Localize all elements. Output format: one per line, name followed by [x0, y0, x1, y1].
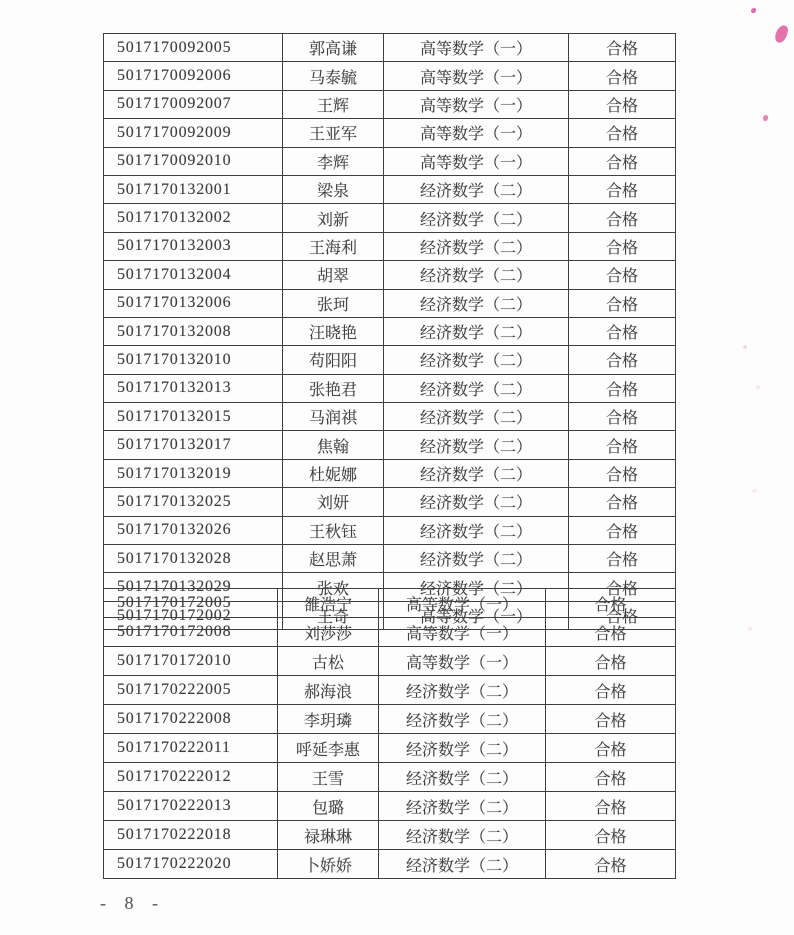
scan-artifact — [743, 345, 747, 349]
name-cell: 雒浩宁 — [278, 589, 379, 618]
student-id-cell: 5017170092007 — [104, 90, 283, 118]
name-cell: 胡翠 — [283, 261, 384, 289]
result-cell: 合格 — [546, 618, 676, 647]
table-row — [104, 232, 676, 260]
table-row — [104, 763, 676, 792]
result-cell: 合格 — [569, 317, 676, 345]
result-cell: 合格 — [569, 62, 676, 90]
result-cell: 合格 — [569, 34, 676, 62]
student-id-cell: 5017170132019 — [104, 459, 283, 487]
student-id-cell: 5017170222011 — [104, 734, 278, 763]
table-row — [104, 346, 676, 374]
student-id-cell: 5017170132028 — [104, 545, 283, 573]
name-cell: 郝海浪 — [278, 676, 379, 705]
student-id-cell: 5017170132008 — [104, 317, 283, 345]
result-cell: 合格 — [546, 705, 676, 734]
result-cell: 合格 — [569, 346, 676, 374]
name-cell: 苟阳阳 — [283, 346, 384, 374]
course-cell: 高等数学（一） — [379, 589, 546, 618]
course-cell: 经济数学（二） — [384, 317, 569, 345]
student-id-cell: 5017170132017 — [104, 431, 283, 459]
course-cell: 高等数学（一） — [384, 119, 569, 147]
table-row — [104, 317, 676, 345]
student-id-cell: 5017170132001 — [104, 175, 283, 203]
course-cell: 经济数学（二） — [384, 545, 569, 573]
name-cell: 卜娇娇 — [278, 850, 379, 879]
course-cell: 经济数学（二） — [384, 289, 569, 317]
result-cell: 合格 — [569, 431, 676, 459]
table-row — [104, 34, 676, 62]
student-id-cell: 5017170132029 — [104, 573, 283, 601]
name-cell: 杜妮娜 — [283, 459, 384, 487]
result-cell: 合格 — [569, 175, 676, 203]
student-id-cell: 5017170172002 — [104, 601, 283, 629]
scan-artifact — [751, 8, 756, 13]
result-cell: 合格 — [569, 147, 676, 175]
table-row — [104, 62, 676, 90]
results-table-upper — [103, 33, 676, 630]
result-cell: 合格 — [569, 90, 676, 118]
name-cell: 李辉 — [283, 147, 384, 175]
table-row — [104, 147, 676, 175]
result-cell: 合格 — [569, 488, 676, 516]
table-row — [104, 821, 676, 850]
table-row — [104, 289, 676, 317]
course-cell: 经济数学（二） — [384, 459, 569, 487]
scan-artifact — [773, 24, 789, 45]
name-cell: 禄琳琳 — [278, 821, 379, 850]
table-row — [104, 374, 676, 402]
course-cell: 经济数学（二） — [384, 175, 569, 203]
result-cell: 合格 — [546, 734, 676, 763]
student-id-cell: 5017170132026 — [104, 516, 283, 544]
student-id-cell: 5017170132004 — [104, 261, 283, 289]
student-id-cell: 5017170132002 — [104, 204, 283, 232]
name-cell: 呼延李惠 — [278, 734, 379, 763]
student-id-cell: 5017170222020 — [104, 850, 278, 879]
table-row — [104, 618, 676, 647]
result-cell: 合格 — [569, 545, 676, 573]
course-cell: 经济数学（二） — [384, 261, 569, 289]
name-cell: 马泰毓 — [283, 62, 384, 90]
name-cell: 马润祺 — [283, 403, 384, 431]
name-cell: 刘新 — [283, 204, 384, 232]
student-id-cell: 5017170172005 — [104, 589, 278, 618]
result-cell: 合格 — [569, 261, 676, 289]
student-id-cell: 5017170172010 — [104, 647, 278, 676]
name-cell: 李玥璘 — [278, 705, 379, 734]
name-cell: 郭高谦 — [283, 34, 384, 62]
student-id-cell: 5017170222012 — [104, 763, 278, 792]
scan-artifact — [756, 385, 760, 389]
student-id-cell: 5017170092010 — [104, 147, 283, 175]
result-cell: 合格 — [569, 289, 676, 317]
student-id-cell: 5017170092006 — [104, 62, 283, 90]
name-cell: 王秋钰 — [283, 516, 384, 544]
name-cell: 王亚军 — [283, 119, 384, 147]
scan-artifact — [752, 489, 757, 493]
table-row — [104, 175, 676, 203]
name-cell: 张艳君 — [283, 374, 384, 402]
student-id-cell: 5017170222008 — [104, 705, 278, 734]
result-cell: 合格 — [569, 232, 676, 260]
table-row — [104, 403, 676, 431]
course-cell: 经济数学（二） — [384, 516, 569, 544]
result-cell: 合格 — [546, 850, 676, 879]
course-cell: 高等数学（一） — [379, 647, 546, 676]
table-row — [104, 119, 676, 147]
result-cell: 合格 — [569, 374, 676, 402]
table-row — [104, 676, 676, 705]
name-cell: 张珂 — [283, 289, 384, 317]
name-cell: 王海利 — [283, 232, 384, 260]
course-cell: 高等数学（一） — [384, 34, 569, 62]
student-id-cell: 5017170132013 — [104, 374, 283, 402]
course-cell: 经济数学（二） — [384, 488, 569, 516]
table-row — [104, 589, 676, 618]
course-cell: 高等数学（一） — [384, 62, 569, 90]
course-cell: 经济数学（二） — [379, 821, 546, 850]
course-cell: 经济数学（二） — [379, 850, 546, 879]
name-cell: 赵思萧 — [283, 545, 384, 573]
course-cell: 经济数学（二） — [379, 763, 546, 792]
table-row — [104, 705, 676, 734]
course-cell: 经济数学（二） — [384, 431, 569, 459]
table-row — [104, 792, 676, 821]
result-cell: 合格 — [546, 763, 676, 792]
table-row — [104, 488, 676, 516]
name-cell: 汪晓艳 — [283, 317, 384, 345]
scan-artifact — [748, 627, 752, 631]
course-cell: 经济数学（二） — [384, 232, 569, 260]
table-row — [104, 850, 676, 879]
table-row — [104, 261, 676, 289]
result-cell: 合格 — [569, 601, 676, 629]
name-cell: 王辉 — [283, 90, 384, 118]
scan-artifact — [763, 115, 768, 121]
course-cell: 经济数学（二） — [384, 573, 569, 601]
student-id-cell: 5017170132006 — [104, 289, 283, 317]
result-cell: 合格 — [546, 821, 676, 850]
result-cell: 合格 — [546, 589, 676, 618]
table-row — [104, 647, 676, 676]
course-cell: 高等数学（一） — [384, 147, 569, 175]
name-cell: 焦翰 — [283, 431, 384, 459]
course-cell: 经济数学（二） — [379, 676, 546, 705]
course-cell: 经济数学（二） — [379, 734, 546, 763]
table-row — [104, 545, 676, 573]
course-cell: 高等数学（一） — [384, 90, 569, 118]
result-cell: 合格 — [569, 516, 676, 544]
name-cell: 王雪 — [278, 763, 379, 792]
result-cell: 合格 — [569, 119, 676, 147]
course-cell: 经济数学（二） — [379, 705, 546, 734]
name-cell: 刘妍 — [283, 488, 384, 516]
name-cell: 张欢 — [283, 573, 384, 601]
name-cell: 梁泉 — [283, 175, 384, 203]
name-cell: 古松 — [278, 647, 379, 676]
result-cell: 合格 — [546, 792, 676, 821]
table-row — [104, 204, 676, 232]
course-cell: 经济数学（二） — [384, 346, 569, 374]
table-row — [104, 734, 676, 763]
student-id-cell: 5017170132010 — [104, 346, 283, 374]
page-number: - 8 - — [100, 893, 165, 913]
student-id-cell: 5017170222013 — [104, 792, 278, 821]
student-id-cell: 5017170222005 — [104, 676, 278, 705]
course-cell: 经济数学（二） — [384, 403, 569, 431]
result-cell: 合格 — [569, 573, 676, 601]
table-row — [104, 459, 676, 487]
course-cell: 高等数学（一） — [384, 601, 569, 629]
table-row — [104, 516, 676, 544]
student-id-cell: 5017170132015 — [104, 403, 283, 431]
student-id-cell: 5017170132003 — [104, 232, 283, 260]
student-id-cell: 5017170172008 — [104, 618, 278, 647]
results-table-lower — [103, 588, 676, 879]
name-cell: 王奇 — [283, 601, 384, 629]
table-row — [104, 90, 676, 118]
student-id-cell: 5017170222018 — [104, 821, 278, 850]
table-row — [104, 431, 676, 459]
result-cell: 合格 — [569, 403, 676, 431]
student-id-cell: 5017170092005 — [104, 34, 283, 62]
student-id-cell: 5017170132025 — [104, 488, 283, 516]
result-cell: 合格 — [546, 647, 676, 676]
name-cell: 包璐 — [278, 792, 379, 821]
course-cell: 经济数学（二） — [384, 374, 569, 402]
course-cell: 经济数学（二） — [379, 792, 546, 821]
student-id-cell: 5017170092009 — [104, 119, 283, 147]
result-cell: 合格 — [569, 204, 676, 232]
result-cell: 合格 — [569, 459, 676, 487]
course-cell: 经济数学（二） — [384, 204, 569, 232]
course-cell: 高等数学（一） — [379, 618, 546, 647]
name-cell: 刘莎莎 — [278, 618, 379, 647]
result-cell: 合格 — [546, 676, 676, 705]
